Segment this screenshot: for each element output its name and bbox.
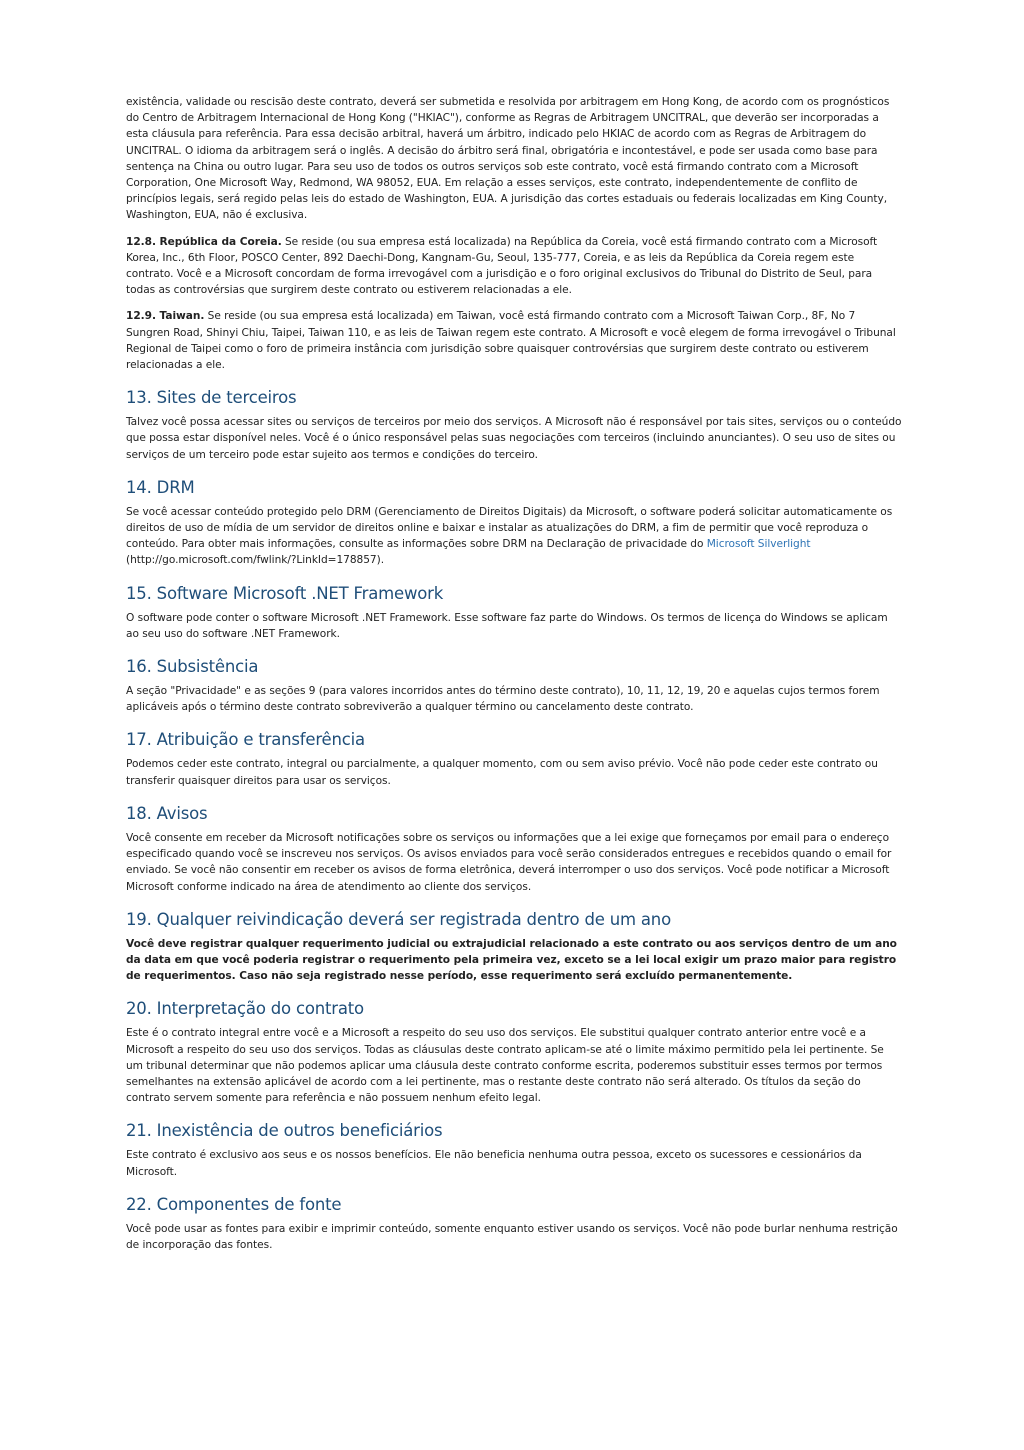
- section-15-heading: 15. Software Microsoft .NET Framework: [126, 583, 444, 603]
- section-18-paragraph: Você consente em receber da Microsoft notificações sobre os serviços ou informações que a lei exige que forneçamos por email para o endereço especificado quando você se inscreveu nos serviços. Os avisos enviados para você serão considerados entregues e recebidos quando o email for enviado. Se você não consentir em receber os avisos de forma eletrônica, deverá interromper o uso dos serviços. Você pode notificar a Microsoft Microsoft conforme indicado na área de atendimento ao cliente dos serviços.: [126, 831, 892, 893]
- section-19-heading: 19. Qualquer reivindicação deverá ser registrada dentro de um ano: [126, 909, 671, 929]
- section-20-heading: 20. Interpretação do contrato: [126, 999, 364, 1019]
- section-17-heading: 17. Atribuição e transferência: [126, 730, 365, 750]
- section-14-paragraph: [126, 504, 902, 569]
- section-15-paragraph: O software pode conter o software Microsoft .NET Framework. Esse software faz parte do Windows. Os termos de licença do Windows se aplicam ao seu uso do software .NET Framework.: [126, 611, 888, 640]
- section-14-text-before: Se você acessar conteúdo protegido pelo DRM (Gerenciamento de Direitos Digitais) da Microsoft, o software poderá solicitar automaticamente os direitos de uso de mídia de um servidor de direitos online e baixar e instalar as atualizações do DRM, a fim de permitir que você reproduza o conteúdo. Para obter mais informações, consulte as informações sobre DRM na Declaração de privacidade do: [126, 505, 893, 551]
- section-12-8-text: Se reside (ou sua empresa está localizada) na República da Coreia, você está firmando contrato com a Microsoft Korea, Inc., 6th Floor, POSCO Center, 892 Daechi-Dong, Kangnam-Gu, Seoul, 135-777, Coreia, e as leis da República da Coreia regem este contrato. Você e a Microsoft concordam de forma irrevogável com a jurisdição e o foro original exclusivos do Tribunal do Distrito de Seul, para todas as controvérsias que surgirem deste contrato ou estiverem relacionadas a ele.: [126, 235, 878, 297]
- section-13-paragraph: Talvez você possa acessar sites ou serviços de terceiros por meio dos serviços. A Microsoft não é responsável por tais sites, serviços ou o conteúdo que possa estar disponível neles. Você é o único responsável pelas suas negociações com terceiros (incluindo anunciantes). O seu uso de sites ou serviços de um terceiro pode estar sujeito aos termos e condições do terceiro.: [126, 416, 902, 461]
- section-18-heading: 18. Avisos: [126, 803, 208, 823]
- section-21-heading: 21. Inexistência de outros beneficiários: [126, 1121, 443, 1141]
- section-19-paragraph: Você deve registrar qualquer requerimento judicial ou extrajudicial relacionado a este contrato ou aos serviços dentro de um ano da data em que você poderia registrar o requerimento pela primeira vez, exceto se a lei local exigir um prazo maior para registro de requerimentos. Caso não seja registrado nesse período, esse requerimento será excluído permanentemente.: [126, 937, 897, 983]
- section-14-heading: 14. DRM: [126, 477, 195, 497]
- section-13-heading: 13. Sites de terceiros: [126, 388, 297, 408]
- section-12-9-text: Se reside (ou sua empresa está localizada) em Taiwan, você está firmando contrato com a Microsoft Taiwan Corp., 8F, No 7 Sungren Road, Shinyi Chiu, Taipei, Taiwan 110, e as leis de Taiwan regem este contrato. A Microsoft e você elegem de forma irrevogável o Tribunal Regional de Taipei como o foro de primeira instância com jurisdição sobre quaisquer controvérsias que surgirem deste contrato ou estiverem relacionadas a ele.: [126, 310, 896, 372]
- section-12-9-lead: 12.9. Taiwan.: [126, 310, 205, 323]
- section-17-paragraph: Podemos ceder este contrato, integral ou parcialmente, a qualquer momento, com ou sem aviso prévio. Você não pode ceder este contrato ou transferir quaisquer direitos para usar os serviços.: [126, 758, 878, 787]
- intro-paragraph: existência, validade ou rescisão deste contrato, deverá ser submetida e resolvida por arbitragem em Hong Kong, de acordo com os prognósticos do Centro de Arbitragem Internacional de Hong Kong ("HKIAC"), conforme as Regras de Arbitragem UNCITRAL, que deverão ser incorporadas a esta cláusula para referência. Para essa decisão arbitral, haverá um árbitro, indicado pelo HKIAC de acordo com as Regras de Arbitragem do UNCITRAL. O idioma da arbitragem será o inglês. A decisão do árbitro será final, obrigatória e incontestável, e pode ser usada como base para sentença na China ou outro lugar. Para seu uso de todos os outros serviços sob este contrato, você está firmando contrato com a Microsoft Corporation, One Microsoft Way, Redmond, WA 98052, EUA. Em relação a esses serviços, este contrato, independentemente de conflito de princípios legais, será regido pelas leis do estado de Washington, EUA. A jurisdição das cortes estaduais ou federais localizadas em King County, Washington, EUA, não é exclusiva.: [126, 96, 890, 222]
- section-14-text-after: (http://go.microsoft.com/fwlink/?LinkId=178857).: [126, 554, 385, 567]
- section-22-heading: 22. Componentes de fonte: [126, 1194, 342, 1214]
- section-12-9-paragraph: [126, 308, 902, 373]
- silverlight-link[interactable]: Microsoft Silverlight: [706, 538, 811, 551]
- section-12-8-paragraph: [126, 234, 902, 299]
- section-20-paragraph: Este é o contrato integral entre você e a Microsoft a respeito do seu uso dos serviços. Ele substitui qualquer contrato anterior entre você e a Microsoft a respeito do seu uso dos serviços. Todas as cláusulas deste contrato aplicam-se até o limite máximo permitido pela lei pertinente. Se um tribunal determinar que não podemos aplicar uma cláusula deste contrato conforme escrita, poderemos substituir esses termos por termos semelhantes na extensão aplicável de acordo com a lei pertinente, mas o restante deste contrato não será alterado. Os títulos da seção do contrato servem somente para referência e não possuem nenhum efeito legal.: [126, 1027, 884, 1105]
- section-12-8-lead: 12.8. República da Coreia.: [126, 235, 282, 248]
- section-16-heading: 16. Subsistência: [126, 657, 259, 677]
- section-22-paragraph: Você pode usar as fontes para exibir e imprimir conteúdo, somente enquanto estiver usando os serviços. Você não pode burlar nenhuma restrição de incorporação das fontes.: [126, 1222, 898, 1251]
- section-16-paragraph: A seção "Privacidade" e as seções 9 (para valores incorridos antes do término deste contrato), 10, 11, 12, 19, 20 e aquelas cujos termos forem aplicáveis após o término deste contrato sobreviverão a qualquer término ou cancelamento deste contrato.: [126, 685, 880, 714]
- section-21-paragraph: Este contrato é exclusivo aos seus e os nossos benefícios. Ele não beneficia nenhuma outra pessoa, exceto os sucessores e cessionários da Microsoft.: [126, 1149, 862, 1178]
